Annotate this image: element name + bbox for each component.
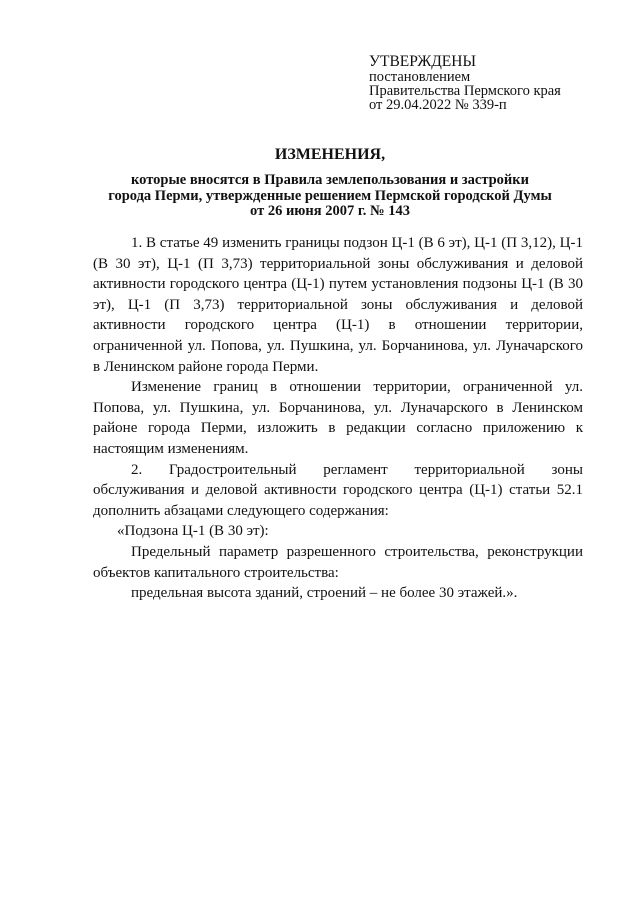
paragraph: Изменение границ в отношении территории, ограниченной ул. Попова, ул. Пушкина, ул. Борчанинова, ул. Луначарского в Ленинском районе города Перми, изложить в редакции согласно приложению к настоящим изменениям.	[93, 379, 583, 457]
paragraph: 2. Градостроительный регламент территориальной зоны обслуживания и деловой активности городского центра (Ц-1) статьи 52.1 дополнить абзацами следующего содержания:	[93, 461, 583, 519]
approval-date-number: от 29.04.2022 № 339-п	[369, 97, 507, 113]
document-subtitle-line: от 26 июня 2007 г. № 143	[250, 203, 410, 219]
paragraph: 1. В статье 49 изменить границы подзон Ц-1 (В 6 эт), Ц-1 (П 3,12), Ц-1 (В 30 эт), Ц-1 (П 3,73) территориальной зоны обслуживания и деловой активности городского центра (Ц-1) путем установления подзоны Ц-1 (В 30 эт), Ц-1 (П 3,73) территориальной зоны обслуживания и деловой активности городского центра (Ц-1) в отношении территории, ограниченной ул. Попова, ул. Пушкина, ул. Борчанинова, ул. Луначарского в Ленинском районе города Перми.	[93, 235, 583, 375]
document-subtitle-line: которые вносятся в Правила землепользования и застройки	[131, 172, 529, 188]
paragraph: «Подзона Ц-1 (В 30 эт):	[117, 523, 269, 540]
approval-line: Правительства Пермского края	[369, 83, 561, 99]
document-body	[93, 233, 583, 604]
approval-block	[369, 53, 619, 112]
approval-heading: УТВЕРЖДЕНЫ	[369, 53, 476, 70]
paragraph: Предельный параметр разрешенного строительства, реконструкции объектов капитального строительства:	[93, 543, 583, 581]
document-title: ИЗМЕНЕНИЯ,	[274, 146, 386, 163]
document-title-block	[80, 145, 580, 220]
paragraph: предельная высота зданий, строений – не более 30 этажей.».	[131, 585, 518, 602]
document-subtitle-line: города Перми, утвержденные решением Пермской городской Думы	[108, 187, 552, 204]
approval-line: постановлением	[369, 69, 471, 85]
